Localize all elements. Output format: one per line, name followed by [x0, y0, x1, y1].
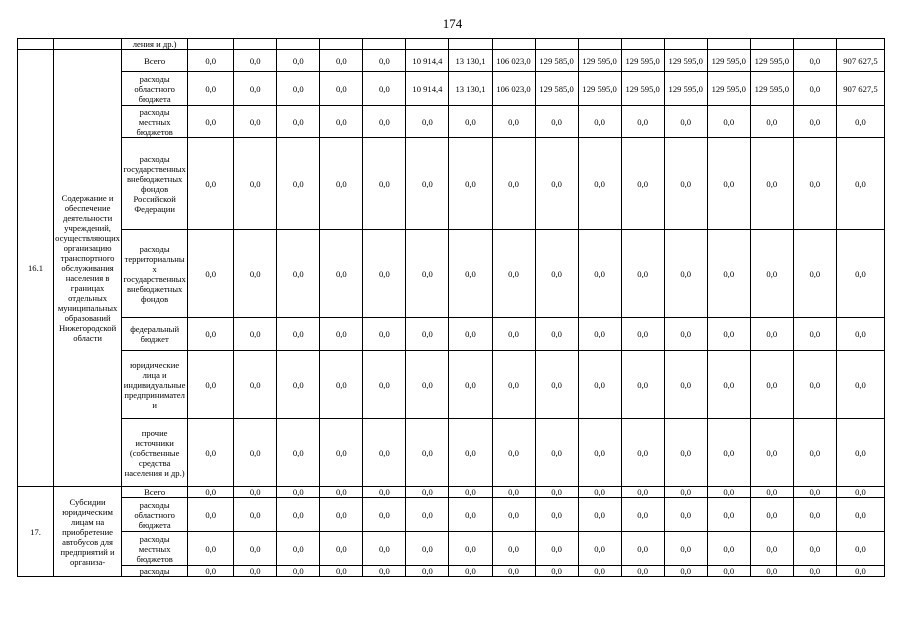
- value-cell: 0,0: [578, 498, 621, 532]
- value-cell: 0,0: [535, 532, 578, 566]
- value-cell: 0,0: [621, 532, 664, 566]
- value-cell: 0,0: [188, 566, 234, 577]
- value-cell: 0,0: [234, 72, 277, 106]
- value-cell: 0,0: [793, 72, 836, 106]
- value-cell: 0,0: [188, 532, 234, 566]
- value-cell: [277, 39, 320, 50]
- value-cell: 0,0: [664, 106, 707, 138]
- value-cell: 0,0: [363, 230, 406, 318]
- value-cell: 0,0: [664, 138, 707, 230]
- value-cell: 0,0: [793, 318, 836, 351]
- value-cell: [320, 39, 363, 50]
- value-cell: 0,0: [277, 230, 320, 318]
- source-cell: расходы областного бюджета: [122, 72, 188, 106]
- value-cell: 0,0: [578, 419, 621, 487]
- value-cell: 0,0: [836, 566, 884, 577]
- source-cell: расходы: [122, 566, 188, 577]
- value-cell: 129 595,0: [707, 72, 750, 106]
- value-cell: 0,0: [320, 498, 363, 532]
- value-cell: 0,0: [234, 498, 277, 532]
- value-cell: 0,0: [320, 138, 363, 230]
- value-cell: 0,0: [664, 487, 707, 498]
- value-cell: 129 595,0: [621, 72, 664, 106]
- value-cell: 0,0: [449, 318, 492, 351]
- value-cell: 0,0: [836, 230, 884, 318]
- value-cell: 0,0: [234, 318, 277, 351]
- value-cell: 0,0: [707, 566, 750, 577]
- value-cell: 0,0: [492, 351, 535, 419]
- value-cell: 129 595,0: [664, 50, 707, 72]
- value-cell: 907 627,5: [836, 72, 884, 106]
- value-cell: 10 914,4: [406, 72, 449, 106]
- source-cell: Всего: [122, 50, 188, 72]
- value-cell: 129 595,0: [578, 50, 621, 72]
- value-cell: 0,0: [188, 72, 234, 106]
- value-cell: 129 595,0: [750, 50, 793, 72]
- value-cell: 0,0: [750, 138, 793, 230]
- value-cell: 129 585,0: [535, 72, 578, 106]
- table-row: [18, 487, 885, 498]
- value-cell: 0,0: [320, 532, 363, 566]
- value-cell: 0,0: [707, 498, 750, 532]
- value-cell: 0,0: [578, 532, 621, 566]
- value-cell: 0,0: [188, 138, 234, 230]
- value-cell: 0,0: [793, 351, 836, 419]
- value-cell: 10 914,4: [406, 50, 449, 72]
- value-cell: 0,0: [320, 487, 363, 498]
- value-cell: 0,0: [707, 351, 750, 419]
- value-cell: 0,0: [535, 106, 578, 138]
- value-cell: 0,0: [793, 532, 836, 566]
- value-cell: 0,0: [406, 498, 449, 532]
- value-cell: 0,0: [492, 106, 535, 138]
- value-cell: [492, 39, 535, 50]
- value-cell: 0,0: [363, 351, 406, 419]
- value-cell: 0,0: [535, 487, 578, 498]
- value-cell: 0,0: [363, 106, 406, 138]
- value-cell: 0,0: [406, 106, 449, 138]
- value-cell: 0,0: [621, 230, 664, 318]
- value-cell: 0,0: [363, 318, 406, 351]
- section-name: Содержание и обеспечение деятельности учреждений, осуществляющих организацию транспортного обслуживания населения в границах отдельных муниципальных образований Нижегородской области: [54, 50, 122, 487]
- value-cell: 0,0: [621, 487, 664, 498]
- value-cell: 0,0: [406, 532, 449, 566]
- value-cell: 0,0: [793, 106, 836, 138]
- value-cell: 0,0: [621, 419, 664, 487]
- value-cell: 129 595,0: [664, 72, 707, 106]
- table-row: [18, 72, 885, 106]
- value-cell: 0,0: [707, 230, 750, 318]
- value-cell: 0,0: [535, 419, 578, 487]
- value-cell: 0,0: [664, 318, 707, 351]
- value-cell: 0,0: [277, 106, 320, 138]
- value-cell: 0,0: [449, 138, 492, 230]
- value-cell: 0,0: [750, 532, 793, 566]
- value-cell: 0,0: [449, 106, 492, 138]
- value-cell: 129 595,0: [707, 50, 750, 72]
- value-cell: 0,0: [363, 72, 406, 106]
- value-cell: 0,0: [578, 318, 621, 351]
- value-cell: 0,0: [750, 498, 793, 532]
- value-cell: 0,0: [836, 106, 884, 138]
- value-cell: 0,0: [363, 566, 406, 577]
- value-cell: 0,0: [406, 230, 449, 318]
- value-cell: 0,0: [188, 106, 234, 138]
- value-cell: 0,0: [707, 138, 750, 230]
- value-cell: 0,0: [793, 419, 836, 487]
- value-cell: 129 595,0: [750, 72, 793, 106]
- value-cell: 0,0: [363, 419, 406, 487]
- value-cell: 0,0: [492, 566, 535, 577]
- table-row: [18, 39, 885, 50]
- value-cell: [793, 39, 836, 50]
- value-cell: 0,0: [535, 318, 578, 351]
- value-cell: 0,0: [234, 351, 277, 419]
- value-cell: [188, 39, 234, 50]
- value-cell: 0,0: [793, 487, 836, 498]
- source-cell: ления и др.): [122, 39, 188, 50]
- value-cell: 0,0: [234, 419, 277, 487]
- value-cell: 0,0: [492, 487, 535, 498]
- value-cell: 0,0: [320, 50, 363, 72]
- value-cell: [363, 39, 406, 50]
- value-cell: 0,0: [793, 50, 836, 72]
- value-cell: 0,0: [234, 50, 277, 72]
- value-cell: 0,0: [621, 138, 664, 230]
- source-cell: расходы государственных внебюджетных фондов Российской Федерации: [122, 138, 188, 230]
- table-body: [18, 39, 885, 577]
- value-cell: 0,0: [578, 351, 621, 419]
- value-cell: 0,0: [664, 566, 707, 577]
- source-cell: федеральный бюджет: [122, 318, 188, 351]
- value-cell: 0,0: [836, 351, 884, 419]
- value-cell: [836, 39, 884, 50]
- table-row: [18, 566, 885, 577]
- value-cell: 0,0: [363, 498, 406, 532]
- number-cell: [18, 39, 54, 50]
- value-cell: 0,0: [750, 318, 793, 351]
- value-cell: 0,0: [277, 566, 320, 577]
- value-cell: 129 595,0: [621, 50, 664, 72]
- value-cell: 0,0: [320, 318, 363, 351]
- value-cell: 0,0: [621, 351, 664, 419]
- page-number: 174: [442, 16, 463, 31]
- value-cell: 0,0: [188, 50, 234, 72]
- value-cell: 0,0: [234, 230, 277, 318]
- value-cell: 0,0: [277, 351, 320, 419]
- table-row: [18, 230, 885, 318]
- value-cell: 0,0: [535, 566, 578, 577]
- value-cell: 0,0: [277, 50, 320, 72]
- value-cell: 0,0: [406, 138, 449, 230]
- value-cell: 0,0: [707, 532, 750, 566]
- value-cell: 0,0: [578, 566, 621, 577]
- value-cell: 0,0: [793, 230, 836, 318]
- value-cell: 0,0: [277, 138, 320, 230]
- section-number: 16.1: [18, 50, 54, 487]
- value-cell: 0,0: [449, 230, 492, 318]
- value-cell: [449, 39, 492, 50]
- value-cell: 0,0: [449, 498, 492, 532]
- value-cell: 0,0: [750, 566, 793, 577]
- value-cell: 0,0: [320, 419, 363, 487]
- value-cell: 0,0: [793, 138, 836, 230]
- table-row: [18, 50, 885, 72]
- value-cell: 0,0: [363, 532, 406, 566]
- value-cell: 0,0: [188, 318, 234, 351]
- value-cell: 0,0: [578, 138, 621, 230]
- value-cell: 0,0: [836, 487, 884, 498]
- value-cell: 0,0: [406, 318, 449, 351]
- value-cell: 0,0: [836, 318, 884, 351]
- value-cell: 0,0: [664, 419, 707, 487]
- value-cell: 0,0: [750, 230, 793, 318]
- value-cell: 0,0: [836, 419, 884, 487]
- value-cell: 0,0: [793, 498, 836, 532]
- value-cell: 13 130,1: [449, 72, 492, 106]
- value-cell: 0,0: [492, 318, 535, 351]
- value-cell: 0,0: [664, 498, 707, 532]
- value-cell: 0,0: [707, 419, 750, 487]
- value-cell: 129 585,0: [535, 50, 578, 72]
- value-cell: 0,0: [320, 72, 363, 106]
- source-cell: расходы местных бюджетов: [122, 106, 188, 138]
- value-cell: 0,0: [836, 532, 884, 566]
- value-cell: 0,0: [277, 72, 320, 106]
- value-cell: 106 023,0: [492, 50, 535, 72]
- value-cell: 0,0: [406, 351, 449, 419]
- value-cell: [234, 39, 277, 50]
- section-name: Субсидии юридическим лицам на приобретение автобусов для предприятий и организа-: [54, 487, 122, 577]
- value-cell: 0,0: [277, 532, 320, 566]
- table-row: [18, 318, 885, 351]
- value-cell: 0,0: [320, 230, 363, 318]
- table-row: [18, 532, 885, 566]
- value-cell: [406, 39, 449, 50]
- name-cell: [54, 39, 122, 50]
- value-cell: 0,0: [535, 138, 578, 230]
- value-cell: 0,0: [234, 532, 277, 566]
- table-row: [18, 106, 885, 138]
- table-row: [18, 351, 885, 419]
- source-cell: расходы областного бюджета: [122, 498, 188, 532]
- value-cell: 0,0: [320, 351, 363, 419]
- value-cell: 0,0: [750, 351, 793, 419]
- value-cell: 0,0: [363, 138, 406, 230]
- value-cell: 0,0: [535, 351, 578, 419]
- value-cell: 0,0: [621, 498, 664, 532]
- value-cell: [707, 39, 750, 50]
- value-cell: 0,0: [234, 487, 277, 498]
- value-cell: 0,0: [406, 566, 449, 577]
- value-cell: 907 627,5: [836, 50, 884, 72]
- value-cell: 0,0: [836, 498, 884, 532]
- value-cell: 0,0: [234, 138, 277, 230]
- value-cell: 0,0: [449, 566, 492, 577]
- value-cell: 13 130,1: [449, 50, 492, 72]
- value-cell: 0,0: [707, 318, 750, 351]
- value-cell: 0,0: [707, 106, 750, 138]
- section-number: 17.: [18, 487, 54, 577]
- value-cell: 0,0: [492, 419, 535, 487]
- table-row: [18, 498, 885, 532]
- value-cell: 106 023,0: [492, 72, 535, 106]
- value-cell: 0,0: [492, 532, 535, 566]
- value-cell: 0,0: [449, 419, 492, 487]
- source-cell: расходы территориальных государственных внебюджетных фондов: [122, 230, 188, 318]
- value-cell: 0,0: [492, 230, 535, 318]
- value-cell: 0,0: [234, 106, 277, 138]
- value-cell: 0,0: [449, 532, 492, 566]
- value-cell: 0,0: [188, 498, 234, 532]
- value-cell: 0,0: [320, 566, 363, 577]
- value-cell: 0,0: [449, 351, 492, 419]
- value-cell: [750, 39, 793, 50]
- value-cell: 0,0: [363, 487, 406, 498]
- value-cell: 0,0: [621, 106, 664, 138]
- value-cell: 0,0: [535, 230, 578, 318]
- value-cell: 0,0: [750, 106, 793, 138]
- value-cell: [621, 39, 664, 50]
- value-cell: 0,0: [277, 498, 320, 532]
- value-cell: 0,0: [188, 419, 234, 487]
- table-row: [18, 419, 885, 487]
- value-cell: 0,0: [750, 487, 793, 498]
- value-cell: 0,0: [492, 498, 535, 532]
- value-cell: 0,0: [277, 419, 320, 487]
- value-cell: 0,0: [578, 230, 621, 318]
- value-cell: [664, 39, 707, 50]
- source-cell: прочие источники (собственные средства населения и др.): [122, 419, 188, 487]
- table-row: [18, 138, 885, 230]
- value-cell: 0,0: [188, 230, 234, 318]
- source-cell: юридические лица и индивидуальные предприниматели: [122, 351, 188, 419]
- value-cell: 0,0: [793, 566, 836, 577]
- source-cell: расходы местных бюджетов: [122, 532, 188, 566]
- value-cell: 0,0: [188, 487, 234, 498]
- value-cell: 0,0: [664, 351, 707, 419]
- budget-table: [17, 38, 885, 577]
- value-cell: 0,0: [406, 419, 449, 487]
- value-cell: 0,0: [578, 106, 621, 138]
- value-cell: 0,0: [188, 351, 234, 419]
- value-cell: [535, 39, 578, 50]
- value-cell: 0,0: [535, 498, 578, 532]
- value-cell: 0,0: [750, 419, 793, 487]
- value-cell: 0,0: [277, 487, 320, 498]
- value-cell: 0,0: [621, 566, 664, 577]
- value-cell: [578, 39, 621, 50]
- value-cell: 0,0: [320, 106, 363, 138]
- value-cell: 0,0: [621, 318, 664, 351]
- source-cell: Всего: [122, 487, 188, 498]
- value-cell: 0,0: [578, 487, 621, 498]
- value-cell: 0,0: [664, 230, 707, 318]
- value-cell: 0,0: [664, 532, 707, 566]
- value-cell: 0,0: [277, 318, 320, 351]
- value-cell: 0,0: [406, 487, 449, 498]
- value-cell: 0,0: [492, 138, 535, 230]
- value-cell: 0,0: [363, 50, 406, 72]
- value-cell: 0,0: [234, 566, 277, 577]
- value-cell: 0,0: [707, 487, 750, 498]
- value-cell: 129 595,0: [578, 72, 621, 106]
- value-cell: 0,0: [449, 487, 492, 498]
- value-cell: 0,0: [836, 138, 884, 230]
